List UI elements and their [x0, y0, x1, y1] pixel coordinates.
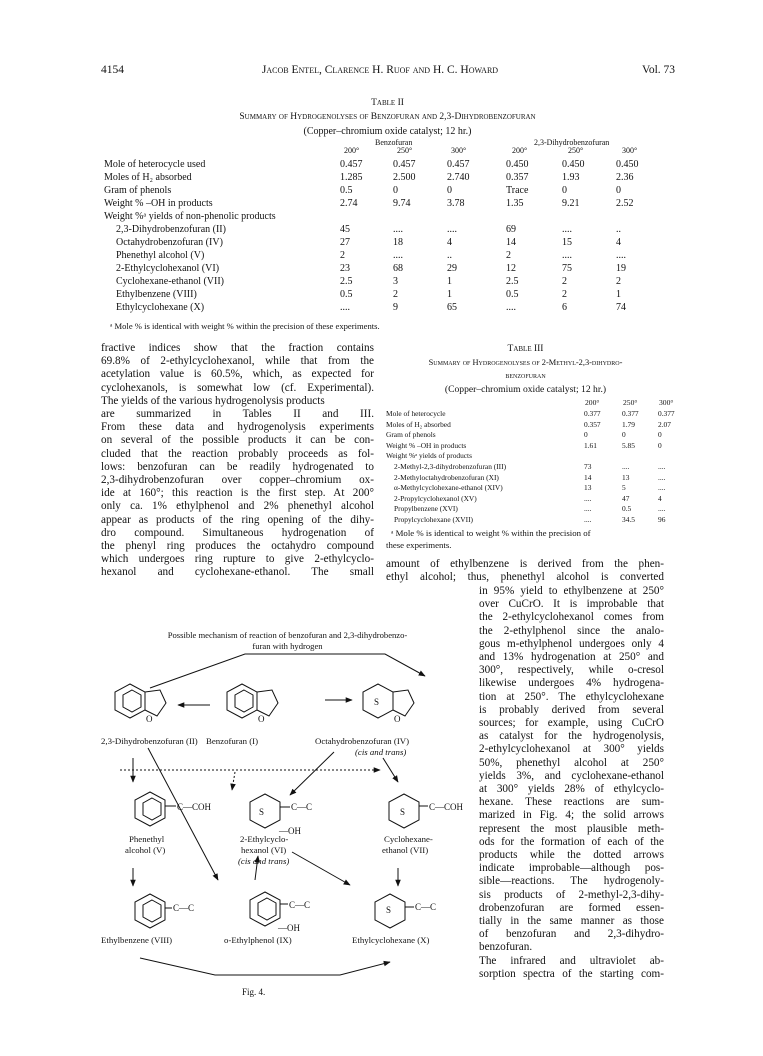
arrow-to-ethylcyclohexane	[292, 852, 350, 885]
table-cell: 1	[447, 276, 452, 287]
table-cell: 5.85	[622, 440, 635, 450]
table-cell: 0	[393, 185, 398, 196]
row-label: Weight % –OH in products	[386, 440, 467, 450]
temp-cell: 300°	[451, 146, 467, 155]
text-line: dro compound. Simultaneous hydrogenation of	[101, 526, 374, 539]
row-label: Mole of heterocycle used	[104, 159, 206, 170]
benzofuran-inner-ring	[235, 690, 253, 712]
text-line: in 95% yield to ethylbenzene at 250°	[479, 585, 664, 597]
dihydrobenzofuran-furan-ring	[145, 690, 166, 716]
text-line: and 13% hydrogenation at 250° and	[479, 651, 664, 664]
text-line: 2-ethylcyclohexanol at 300° yields	[479, 743, 664, 756]
label-ethylcyclohexanol-1: 2-Ethylcyclo-	[240, 834, 289, 844]
table-cell: ....	[622, 461, 630, 471]
table-cell: 0.450	[506, 159, 529, 170]
atom-s: S	[386, 905, 392, 915]
table-cell: 9	[393, 302, 398, 313]
table-cell: 2	[340, 250, 345, 261]
table-cell: 2.5	[340, 276, 353, 287]
text-line: at 300° yields 28% of ethylcyclo-	[479, 783, 664, 796]
atom-coh: C—COH	[429, 802, 464, 812]
temp-cell: 250°	[568, 146, 584, 155]
atom-o: O	[146, 714, 153, 724]
text-line: appear as products of the ring opening of the dihy-	[101, 513, 374, 526]
table-cell: 15	[562, 237, 572, 248]
table-cell: 2.500	[393, 172, 416, 183]
text-line: the phenyl ring produces the octahydro compound	[101, 540, 374, 553]
atom-cc: C—C	[173, 903, 195, 913]
phenethyl-inner-ring	[143, 798, 161, 820]
text-line: yields 3%, and cyclohexane-ethanol	[479, 769, 664, 782]
text-line: cluded that the reaction probably proceeds as fol-	[101, 447, 374, 460]
row-label: Gram of phenols	[104, 185, 172, 196]
table3-footnote-line1: ᵃ Mole % is identical to weight % within the precision of	[391, 528, 591, 538]
text-line: ods for the formation of each of the	[479, 835, 664, 848]
table-cell: 65	[447, 302, 457, 313]
row-label: Moles of H₂ absorbed	[104, 172, 192, 183]
table-cell: ....	[616, 250, 626, 261]
table-cell: 74	[616, 302, 626, 313]
text-line: tion at 250°. The ethylcyclohexane	[479, 690, 664, 703]
table-cell: 0.450	[562, 159, 585, 170]
table-cell: 2	[562, 276, 567, 287]
table-cell: 2.52	[616, 198, 634, 209]
table-cell: ....	[584, 504, 592, 514]
temp-cell: 300°	[659, 398, 674, 407]
label-octahydro-note: (cis and trans)	[355, 747, 407, 757]
atom-s: S	[374, 697, 380, 707]
text-line: products while the dotted arrows	[479, 849, 664, 862]
table-cell: 75	[562, 263, 572, 274]
text-line: 2,3-dihydrobenzofuran over copper–chromium ox-	[101, 474, 374, 487]
top-bracket-arrow	[150, 654, 425, 688]
text-line: on several of the possible products it can be con-	[101, 434, 374, 447]
table-cell: ....	[447, 224, 457, 235]
row-label: Gram of phenols	[386, 430, 436, 440]
row-label: 2,3-Dihydrobenzofuran (II)	[116, 224, 226, 235]
label-ethylcyclohexanol-2: hexanol (VI)	[241, 845, 287, 855]
table-cell: 0.357	[506, 172, 529, 183]
text-line: the 2-ethylcyclohexanol comes from	[479, 611, 664, 624]
text-line: amount of ethylbenzene is derived from the phen-	[386, 558, 664, 570]
figure-label: Fig. 4.	[242, 987, 266, 997]
label-ethylcyclohexanol-3: (cis and trans)	[238, 856, 290, 866]
table-cell: Trace	[506, 185, 529, 196]
row-label: 2-Propylcyclohexanol (XV)	[394, 493, 477, 503]
table-cell: 96	[658, 514, 666, 524]
row-label: Octahydrobenzofuran (IV)	[116, 237, 223, 248]
text-line: indicate improbable—although pos-	[479, 862, 664, 875]
label-phenethyl-2: alcohol (V)	[125, 845, 166, 855]
benzofuran-furan-ring	[257, 690, 278, 716]
arrow-dihydro-to-ethylphenol	[148, 748, 218, 880]
page-number: 4154	[101, 64, 124, 76]
table-cell: 3.78	[447, 198, 465, 209]
table3-footnote-line2: these experiments.	[386, 540, 452, 550]
row-label: 2-Ethylcyclohexanol (VI)	[116, 263, 220, 274]
text-line: as catalyst for the hydrogenolysis,	[479, 730, 664, 743]
text-line: is probably derived from several	[479, 703, 664, 716]
table-cell: 6	[562, 302, 567, 313]
atom-o: O	[258, 714, 265, 724]
text-line: of benzofuran and 2,3-dihydro-	[479, 928, 664, 941]
table-cell: 0.377	[622, 409, 639, 418]
table-cell: ....	[562, 224, 572, 235]
table-cell: 45	[340, 224, 350, 235]
table-cell: 2	[562, 289, 567, 300]
table-cell: 13	[584, 483, 592, 493]
table-cell: 9.74	[393, 198, 411, 209]
bottom-bracket-arrow	[140, 958, 390, 975]
atom-s: S	[400, 807, 406, 817]
table-cell: 0	[658, 430, 662, 440]
row-label: α-Methylcyclohexane-ethanol (XIV)	[394, 483, 503, 493]
table2-group-b: 2,3-Dihydrobenzofuran	[534, 138, 610, 147]
table-cell: 1.93	[562, 172, 580, 183]
row-label: Propylcyclohexane (XVII)	[394, 514, 474, 524]
table-cell: 2	[506, 250, 511, 261]
text-line: represent the most plausible meth-	[479, 822, 664, 835]
text-line: over CuCrO. It is improbable that	[479, 598, 664, 611]
temp-cell: 250°	[397, 146, 413, 155]
table-cell: ....	[393, 250, 403, 261]
ethylphenol-inner-ring	[258, 898, 276, 920]
text-line: hexane. These reactions are sum-	[479, 796, 664, 809]
table-cell: 0.377	[584, 409, 601, 418]
table2-label: Table II	[371, 98, 404, 108]
arrow-octahydro-down	[383, 758, 398, 782]
row-label: Weight %ᵃ yields of non-phenolic products	[104, 211, 276, 222]
table2-group-a: Benzofuran	[375, 138, 413, 147]
table-cell: 2.07	[658, 419, 671, 429]
text-line: the 2-ethylphenol since the analo-	[479, 624, 664, 637]
table-cell: 29	[447, 263, 457, 274]
table-cell: 1.35	[506, 198, 524, 209]
octahydro-furan-ring	[393, 690, 414, 716]
label-phenethyl-1: Phenethyl	[129, 834, 165, 844]
table-cell: 0.377	[658, 409, 675, 418]
temp-cell: 200°	[585, 398, 600, 407]
table-cell: 34.5	[622, 514, 635, 524]
text-line: gous m-ethylphenol undergoes only 4	[479, 637, 664, 650]
table-cell: 14	[506, 237, 516, 248]
text-line: lows: benzofuran can be readily hydrogenated to	[101, 460, 374, 473]
table-cell: 5	[622, 483, 626, 493]
table-cell: 68	[393, 263, 403, 274]
temp-cell: 200°	[512, 146, 528, 155]
table3-title-line1: Summary of Hydrogenolyses of 2-Methyl-2,3-dihydro-	[428, 358, 623, 367]
table3-label: Table III	[507, 344, 544, 354]
label-ethylphenol: o-Ethylphenol (IX)	[224, 935, 292, 945]
table-cell: 23	[340, 263, 350, 274]
label-octahydrobenzofuran: Octahydrobenzofuran (IV)	[315, 736, 410, 746]
table-cell: 0	[622, 430, 626, 440]
text-line: cyclohexanols, is somewhat low (cf. Experimental).	[101, 381, 374, 394]
table-cell: 12	[506, 263, 516, 274]
text-line: ethyl alcohol; thus, phenethyl alcohol is converted	[386, 571, 664, 584]
temp-cell: 300°	[622, 146, 638, 155]
table2-footnote: ᵃ Mole % is identical with weight % within the precision of these experiments.	[110, 321, 380, 331]
table-cell: 2.740	[447, 172, 470, 183]
table-cell: 0	[447, 185, 452, 196]
table3-conditions: (Copper–chromium oxide catalyst; 12 hr.)	[444, 384, 607, 395]
table-cell: ....	[658, 504, 666, 514]
table-cell: ..	[447, 250, 452, 261]
text-line: are summarized in Tables II and III.	[101, 408, 374, 421]
label-dihydrobenzofuran: 2,3-Dihydrobenzofuran (II)	[101, 736, 198, 746]
table-cell: 2.74	[340, 198, 358, 209]
table-cell: ....	[658, 483, 666, 493]
table-cell: ....	[393, 224, 403, 235]
table-cell: 47	[622, 493, 630, 503]
temp-cell: 200°	[344, 146, 360, 155]
table-cell: ....	[340, 302, 350, 313]
table-cell: 19	[616, 263, 626, 274]
table3-title-line2: benzofuran	[505, 371, 546, 380]
atom-cc: C—C	[415, 902, 437, 912]
row-label: 2-Methyloctahydrobenzofuran (XI)	[394, 472, 499, 482]
text-line: hexanol and cyclohexane-ethanol. The small	[101, 566, 374, 579]
table-cell: 0.5	[506, 289, 519, 300]
row-label: Mole of heterocycle	[386, 409, 446, 418]
table-cell: 14	[584, 472, 592, 482]
label-ethylbenzene: Ethylbenzene (VIII)	[101, 935, 173, 945]
table-cell: 3	[393, 276, 398, 287]
arrow-octahydro-to-ethylcyclohexanol	[290, 752, 334, 795]
text-line: From these data and hydrogenolysis experiments	[101, 421, 374, 434]
table-cell: 2	[616, 276, 621, 287]
text-line: The infrared and ultraviolet ab-	[479, 954, 664, 967]
atom-coh: C—COH	[177, 802, 212, 812]
table-cell: 4	[616, 237, 621, 248]
text-line: acetylation value is 60.5%, which, as expected for	[101, 368, 374, 381]
label-cyclohexaneethanol-2: ethanol (VII)	[382, 845, 429, 855]
table-cell: 2	[393, 289, 398, 300]
table-cell: 4	[447, 237, 452, 248]
atom-cc: C—C	[289, 900, 311, 910]
text-line: marized in Fig. 4; the solid arrows	[479, 809, 664, 822]
ethylbenzene-inner-ring	[143, 900, 161, 922]
text-line: sible—reactions. The hydrogenoly-	[479, 875, 664, 888]
table-cell: ..	[616, 224, 621, 235]
text-line: 69.8% of 2-ethylcyclohexanol, while that from the	[101, 355, 374, 368]
row-label: Moles of H₂ absorbed	[386, 419, 451, 429]
row-label: Ethylcyclohexane (X)	[116, 302, 205, 313]
table-cell: 1.79	[622, 419, 635, 429]
table-cell: 1.61	[584, 440, 597, 450]
label-cyclohexaneethanol-1: Cyclohexane-	[384, 834, 433, 844]
dihydrobenzofuran-inner-ring	[123, 690, 141, 712]
text-line: likewise undergoes 4% hydrogena-	[479, 677, 664, 690]
text-line: tially in the same manner as those	[479, 915, 664, 928]
table-cell: 1	[447, 289, 452, 300]
atom-o: O	[394, 714, 401, 724]
temp-cell: 250°	[623, 398, 638, 407]
ethylcyclohexanol-ring	[250, 794, 280, 828]
table-cell: 0.5	[622, 504, 632, 514]
table-cell: 2.5	[506, 276, 519, 287]
table-cell: 18	[393, 237, 403, 248]
figure-caption-line1: Possible mechanism of reaction of benzofuran and 2,3-dihydrobenzo-	[167, 630, 408, 640]
text-line: which undergoes ring rupture to give 2-ethylcyclo-	[101, 553, 374, 566]
text-line: sources; for example, using CuCrO	[479, 717, 664, 730]
table-cell: 0.5	[340, 185, 353, 196]
atom-oh: —OH	[278, 923, 300, 933]
row-label: Weight %ᵃ yields of products	[386, 451, 472, 461]
text-line: benzofuran.	[479, 941, 533, 954]
running-authors: Jacob Entel, Clarence H. Ruof and H. C. Howard	[261, 64, 499, 76]
table-cell: 9.21	[562, 198, 580, 209]
text-line: 300°, respectively, while o-cresol	[479, 664, 664, 677]
row-label: Ethylbenzene (VIII)	[116, 289, 197, 300]
row-label: 2-Methyl-2,3-dihydrobenzofuran (III)	[394, 461, 507, 471]
table-cell: 0.457	[393, 159, 416, 170]
table-cell: 0.5	[340, 289, 353, 300]
row-label: Propylbenzene (XVI)	[394, 504, 458, 514]
row-label: Phenethyl alcohol (V)	[116, 250, 205, 261]
text-line: sorption spectra of the starting com-	[479, 967, 664, 980]
table-cell: 0.357	[584, 419, 601, 429]
table-cell: 1	[616, 289, 621, 300]
table2-title: Summary of Hydrogenolyses of Benzofuran and 2,3-Dihydrobenzofuran	[239, 112, 536, 122]
table-cell: 0.450	[616, 159, 639, 170]
table-cell: ....	[562, 250, 572, 261]
text-line: 50%, phenethyl alcohol at 250°	[479, 756, 664, 769]
text-line: only ca. 1% ethylphenol and 2% phenethyl alcohol	[101, 500, 374, 513]
text-line: drobenzofuran are formed essen-	[479, 901, 664, 914]
text-line: fractive indices show that the fraction contains	[101, 342, 374, 354]
label-ethylcyclohexane: Ethylcyclohexane (X)	[352, 935, 430, 945]
text-line: ide at 160°; this reaction is the first step. At 200°	[101, 487, 374, 500]
row-label: Cyclohexane-ethanol (VII)	[116, 276, 225, 287]
table-cell: ....	[506, 302, 516, 313]
table-cell: 0	[658, 440, 662, 450]
dotted-arrow	[232, 772, 235, 790]
text-line: The yields of the various hydrogenolysis products	[101, 394, 325, 407]
table-cell: 0.457	[340, 159, 363, 170]
atom-cc: C—C	[291, 802, 313, 812]
table-cell: 0	[616, 185, 621, 196]
label-benzofuran: Benzofuran (I)	[206, 736, 259, 746]
table-cell: 2.36	[616, 172, 634, 183]
table-cell: 73	[584, 461, 592, 471]
atom-s: S	[259, 807, 265, 817]
table-cell: ....	[658, 461, 666, 471]
table-cell: ....	[584, 514, 592, 524]
table2-conditions: (Copper–chromium oxide catalyst; 12 hr.)	[303, 126, 472, 137]
table-cell: 0	[562, 185, 567, 196]
text-line: sis products of 2-methyl-2,3-dihy-	[479, 888, 664, 901]
table-cell: 1.285	[340, 172, 363, 183]
table-cell: ....	[584, 493, 592, 503]
table-cell: 4	[658, 493, 662, 503]
table-cell: 27	[340, 237, 350, 248]
table-cell: ....	[658, 472, 666, 482]
atom-oh: —OH	[279, 826, 301, 836]
table-cell: 13	[622, 472, 630, 482]
table-cell: 0	[584, 430, 588, 440]
table-cell: 69	[506, 224, 516, 235]
figure-caption-line2: furan with hydrogen	[252, 641, 323, 651]
table-cell: 0.457	[447, 159, 470, 170]
row-label: Weight % –OH in products	[104, 198, 213, 209]
volume-number: Vol. 73	[642, 64, 676, 76]
